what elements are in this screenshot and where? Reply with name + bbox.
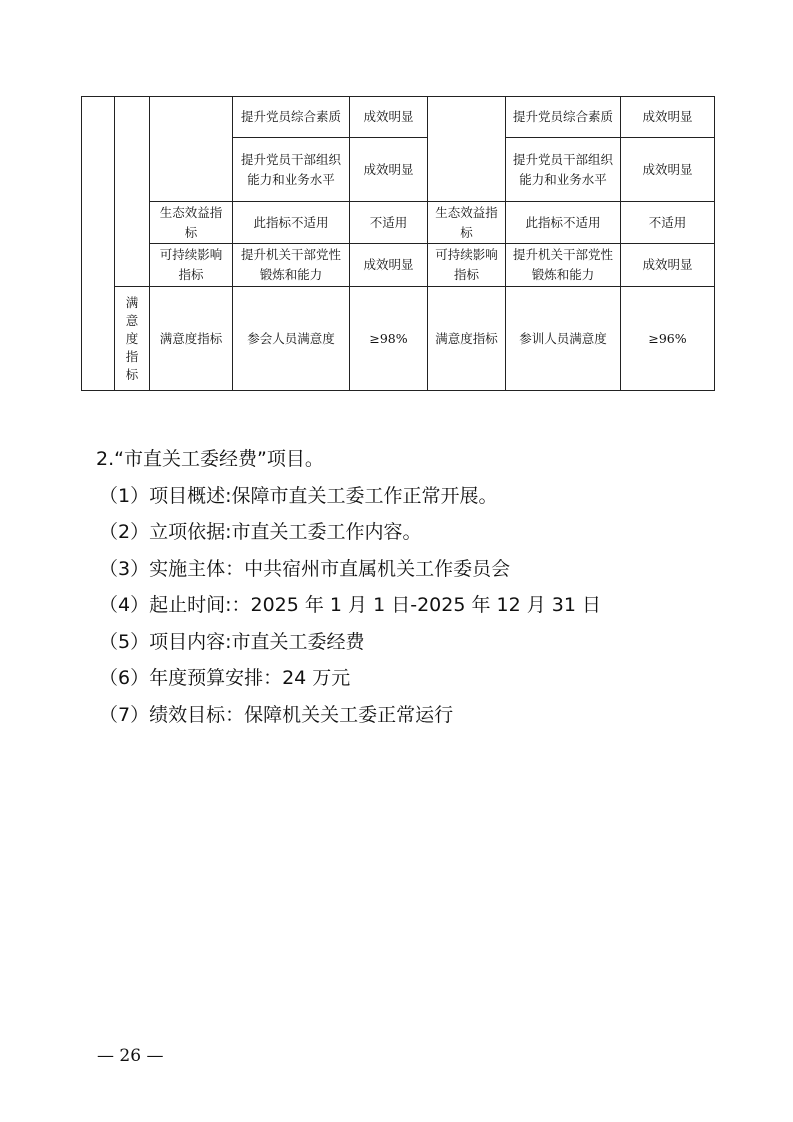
project-item: （7）绩效目标：保障机关关工委正常运行: [99, 703, 454, 726]
indicator-value: 成效明显: [642, 109, 693, 124]
table-cell: [428, 287, 506, 391]
table-cell: [506, 244, 621, 287]
indicator-text: 提升党员综合素质: [240, 109, 341, 124]
satisfaction-category: 满意度指标: [125, 294, 139, 382]
table-cell-indicator-type-2: [428, 97, 506, 202]
indicator-text: 提升党员综合素质: [512, 109, 613, 124]
table-row: [82, 244, 715, 287]
project-item: （1）项目概述:保障市直关工委工作正常开展。: [99, 484, 498, 507]
indicator-type: 可持续影响指标: [159, 247, 223, 282]
table-cell-indicator-type: [150, 97, 233, 202]
table-cell: [428, 202, 506, 244]
project-section: [96, 441, 736, 733]
indicator-value: ≥98%: [369, 330, 408, 346]
table-cell: [621, 138, 715, 202]
indicator-value: 成效明显: [642, 161, 693, 177]
table-cell: [233, 138, 350, 202]
table-cell: [621, 202, 715, 244]
project-item: （4）起止时间:：2025 年 1 月 1 日-2025 年 12 月 31 日: [99, 594, 601, 616]
indicator-text: 参会人员满意度: [247, 330, 335, 346]
project-item: （2）立项依据:市直关工委工作内容。: [99, 521, 422, 543]
indicator-text: 参训人员满意度: [519, 330, 607, 346]
indicator-value: 成效明显: [363, 257, 414, 272]
table-cell: [115, 287, 150, 391]
table-cell: [233, 202, 350, 244]
table-cell: [621, 244, 715, 287]
table-row: [82, 97, 715, 138]
project-item: （5）项目内容:市直关工委经费: [99, 630, 365, 653]
table-cell: [233, 287, 350, 391]
table-cell: [233, 244, 350, 287]
indicator-value: 不适用: [648, 214, 687, 230]
indicator-type: 满意度指标: [159, 330, 223, 346]
indicator-text: 此指标不适用: [253, 214, 329, 230]
indicator-text: 提升党员干部组织能力和业务水平: [240, 151, 341, 187]
section-heading: 2.“市直关工委经费”项目。: [96, 448, 324, 470]
indicator-value: 成效明显: [363, 109, 414, 124]
table-cell: [506, 202, 621, 244]
table-cell: [233, 97, 350, 138]
indicator-value: 不适用: [369, 214, 408, 230]
table-cell: [621, 97, 715, 138]
indicator-type: 生态效益指标: [435, 204, 498, 240]
table-cell: [506, 287, 621, 391]
table-cell: [150, 244, 233, 287]
performance-indicator-table: [81, 96, 715, 391]
table-cell: [150, 287, 233, 391]
table-row: [82, 202, 715, 244]
indicator-text: 提升党员干部组织能力和业务水平: [512, 151, 613, 187]
table-cell-subcategory: [115, 97, 150, 287]
table-cell: [350, 244, 428, 287]
page-number: — 26 —: [97, 1046, 164, 1066]
table-cell: [621, 287, 715, 391]
indicator-type: 生态效益指标: [159, 204, 223, 240]
table-cell-category: [82, 97, 115, 391]
indicator-type: 满意度指标: [435, 330, 498, 346]
table-row: [82, 287, 715, 391]
project-item: （3）实施主体：中共宿州市直属机关工作委员会: [99, 557, 511, 580]
table-cell: [428, 244, 506, 287]
indicator-text: 此指标不适用: [525, 214, 601, 230]
indicator-type: 可持续影响指标: [435, 247, 498, 282]
table-cell: [350, 287, 428, 391]
table-cell: [150, 202, 233, 244]
indicator-value: 成效明显: [642, 257, 693, 272]
table-cell: [350, 97, 428, 138]
table-cell: [506, 138, 621, 202]
indicator-value: ≥96%: [648, 330, 687, 346]
project-item: （6）年度预算安排：24 万元: [99, 667, 351, 689]
table-cell: [506, 97, 621, 138]
indicator-text: 提升机关干部党性锻炼和能力: [512, 247, 613, 282]
table-cell: [350, 138, 428, 202]
indicator-text: 提升机关干部党性锻炼和能力: [240, 247, 341, 282]
table-cell: [350, 202, 428, 244]
indicator-value: 成效明显: [363, 161, 414, 177]
